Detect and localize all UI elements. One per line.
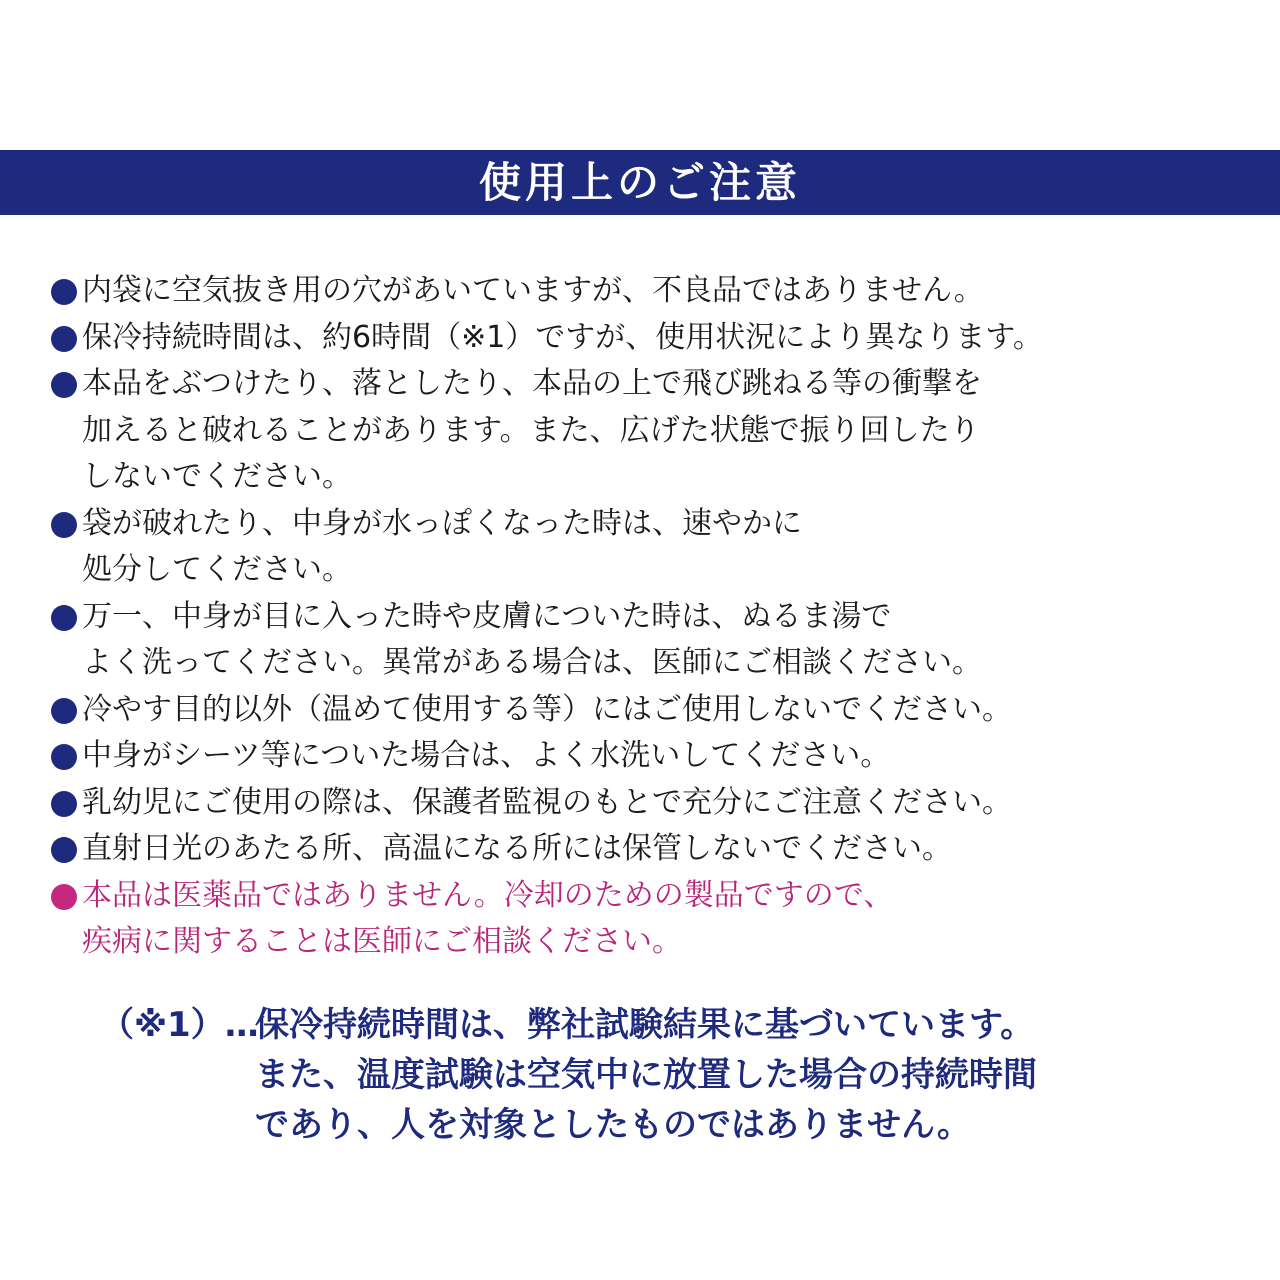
caution-item-eye-skin: [48, 594, 1248, 687]
caution-text: しないでください。: [82, 459, 352, 494]
caution-text: 袋が破れたり、中身が水っぽくなった時は、速やかに: [82, 505, 802, 541]
caution-text: 加えると破れることがあります。また、広げた状態で振り回したり: [82, 412, 980, 448]
caution-text: 乳幼児にご使用の際は、保護者監視のもとで充分にご注意ください。: [82, 784, 1012, 820]
footnote-marker: （※1）…: [100, 1005, 259, 1045]
caution-item-sheets: [48, 733, 1248, 780]
header-band: [0, 150, 1280, 215]
caution-text: よく洗ってください。異常がある場合は、医師にご相談ください。: [82, 645, 982, 680]
bullet-icon: [51, 605, 77, 631]
caution-item-cooling-duration: [48, 315, 1248, 362]
caution-text: 直射日光のあたる所、高温になる所には保管しないでください。: [82, 831, 952, 866]
bullet-icon: [51, 744, 77, 770]
caution-item-broken-bag: [48, 501, 1248, 594]
caution-item-impact: [48, 361, 1248, 501]
bullet-icon: [51, 372, 77, 398]
caution-list: [48, 268, 1248, 966]
caution-item-not-medicine: [48, 873, 1248, 966]
footnote-text: 保冷持続時間は、弊社試験結果に基づいています。: [255, 1005, 1035, 1045]
bullet-icon: [51, 837, 77, 863]
caution-item-storage: [48, 826, 1248, 873]
bullet-icon: [51, 698, 77, 724]
footnote-body: [255, 1000, 1037, 1150]
caution-text: 本品は医薬品ではありません。冷却のための製品ですので、: [82, 877, 894, 913]
caution-text: 万一、中身が目に入った時や皮膚についた時は、ぬるま湯で: [82, 598, 892, 634]
caution-text: 保冷持続時間は、約6時間（※1）ですが、使用状況により異なります。: [82, 319, 1043, 355]
bullet-icon: [51, 884, 77, 910]
bullet-icon: [51, 326, 77, 352]
caution-text: 内袋に空気抜き用の穴があいていますが、不良品ではありません。: [82, 273, 984, 308]
caution-item-cooling-only: [48, 687, 1248, 734]
caution-text: 処分してください。: [82, 552, 352, 587]
footnote-text: であり、人を対象としたものではありません。: [255, 1105, 972, 1145]
caution-text: 中身がシーツ等についた場合は、よく水洗いしてください。: [82, 738, 891, 773]
bullet-icon: [51, 279, 77, 305]
caution-text: 疾病に関することは医師にご相談ください。: [82, 924, 682, 959]
footnote-text: また、温度試験は空気中に放置した場合の持続時間: [255, 1055, 1037, 1095]
caution-text: 本品をぶつけたり、落としたり、本品の上で飛び跳ねる等の衝撃を: [82, 366, 982, 401]
page-title: 使用上のご注意: [478, 157, 801, 207]
caution-item-infants: [48, 780, 1248, 827]
bullet-icon: [51, 512, 77, 538]
bullet-icon: [51, 791, 77, 817]
caution-text: 冷やす目的以外（温めて使用する等）にはご使用しないでください。: [82, 691, 1012, 727]
caution-item-air-hole: [48, 268, 1248, 315]
